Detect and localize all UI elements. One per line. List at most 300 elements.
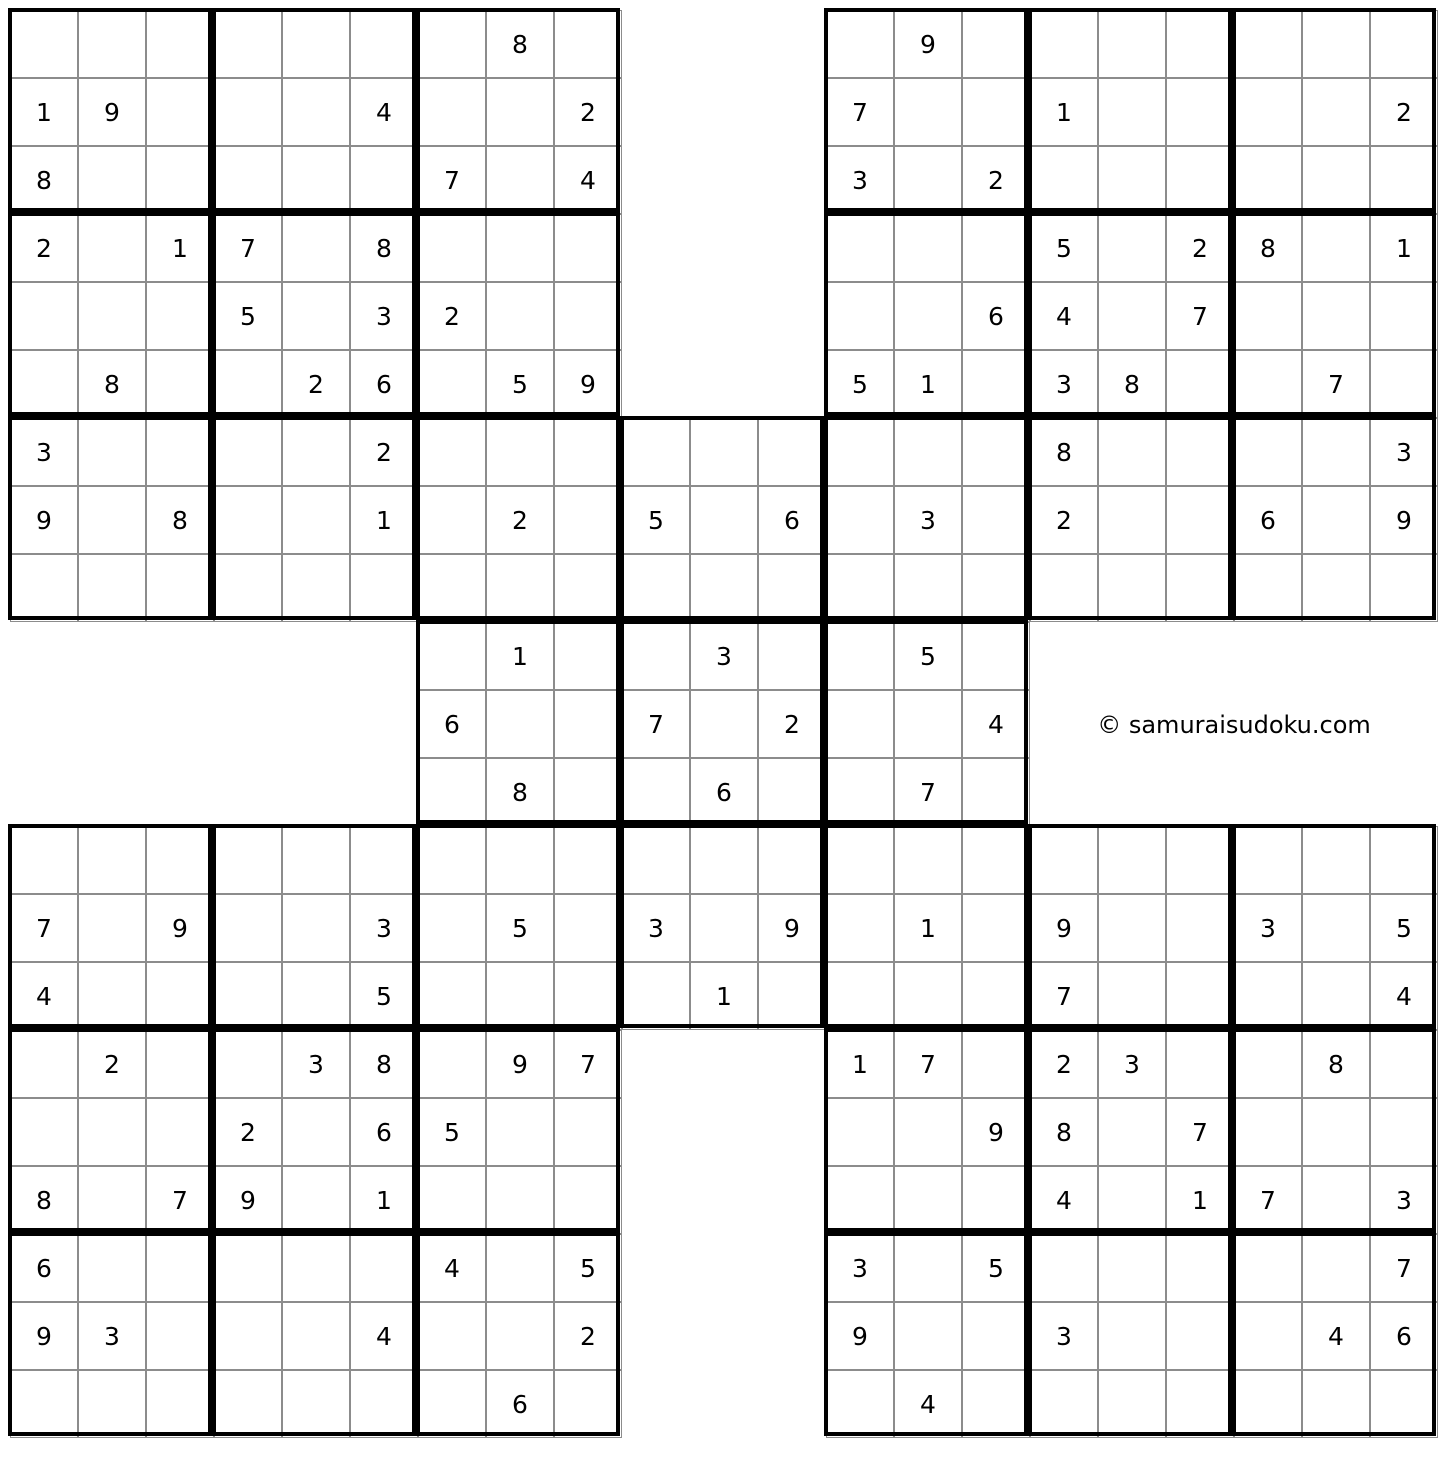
cell-bottom-left-r8c8[interactable] <box>486 1302 554 1370</box>
cell-top-left-r6c5[interactable]: 2 <box>282 350 350 418</box>
cell-top-right-r8c6[interactable] <box>1166 486 1234 554</box>
cell-top-left-r2c4[interactable] <box>214 78 282 146</box>
cell-top-left-r3c7[interactable]: 7 <box>418 146 486 214</box>
cell-top-right-r4c4[interactable]: 5 <box>1030 214 1098 282</box>
cell-bottom-right-r7c3[interactable]: 5 <box>962 1234 1030 1302</box>
cell-top-right-r7c8[interactable] <box>1302 418 1370 486</box>
cell-bottom-right-r6c4[interactable]: 4 <box>1030 1166 1098 1234</box>
cell-bottom-left-r5c4[interactable]: 2 <box>214 1098 282 1166</box>
cell-top-left-r9c6[interactable] <box>350 554 418 622</box>
cell-bottom-right-r7c8[interactable] <box>1302 1234 1370 1302</box>
cell-bottom-left-r6c9[interactable] <box>554 1166 622 1234</box>
cell-bottom-right-r2c6[interactable] <box>1166 894 1234 962</box>
cell-top-left-r5c7[interactable]: 2 <box>418 282 486 350</box>
cell-top-left-r6c4[interactable] <box>214 350 282 418</box>
cell-center-r4c5[interactable]: 3 <box>690 622 758 690</box>
cell-bottom-right-r1c8[interactable] <box>1302 826 1370 894</box>
cell-bottom-right-r5c2[interactable] <box>894 1098 962 1166</box>
cell-top-left-r7c2[interactable] <box>78 418 146 486</box>
cell-top-right-r5c4[interactable]: 4 <box>1030 282 1098 350</box>
cell-bottom-right-r1c3[interactable] <box>962 826 1030 894</box>
cell-bottom-right-r2c1[interactable] <box>826 894 894 962</box>
cell-top-right-r4c6[interactable]: 2 <box>1166 214 1234 282</box>
cell-top-right-r7c9[interactable]: 3 <box>1370 418 1438 486</box>
cell-center-r5c8[interactable] <box>894 690 962 758</box>
cell-center-r5c9[interactable]: 4 <box>962 690 1030 758</box>
cell-bottom-right-r4c3[interactable] <box>962 1030 1030 1098</box>
cell-center-r8c5[interactable] <box>690 894 758 962</box>
cell-top-left-r3c9[interactable]: 4 <box>554 146 622 214</box>
cell-top-right-r4c3[interactable] <box>962 214 1030 282</box>
cell-bottom-right-r2c8[interactable] <box>1302 894 1370 962</box>
cell-top-left-r7c9[interactable] <box>554 418 622 486</box>
cell-top-right-r4c2[interactable] <box>894 214 962 282</box>
cell-top-left-r4c2[interactable] <box>78 214 146 282</box>
cell-bottom-left-r2c6[interactable]: 3 <box>350 894 418 962</box>
cell-top-left-r6c8[interactable]: 5 <box>486 350 554 418</box>
cell-center-r9c4[interactable] <box>622 962 690 1030</box>
cell-top-right-r9c7[interactable] <box>1234 554 1302 622</box>
cell-top-left-r7c6[interactable]: 2 <box>350 418 418 486</box>
cell-top-left-r6c9[interactable]: 9 <box>554 350 622 418</box>
cell-top-right-r6c5[interactable]: 8 <box>1098 350 1166 418</box>
cell-top-right-r7c4[interactable]: 8 <box>1030 418 1098 486</box>
cell-bottom-left-r7c2[interactable] <box>78 1234 146 1302</box>
cell-top-right-r2c6[interactable] <box>1166 78 1234 146</box>
cell-bottom-right-r9c4[interactable] <box>1030 1370 1098 1438</box>
cell-top-left-r9c3[interactable] <box>146 554 214 622</box>
cell-bottom-right-r2c9[interactable]: 5 <box>1370 894 1438 962</box>
cell-bottom-left-r3c7[interactable] <box>418 962 486 1030</box>
cell-top-right-r3c6[interactable] <box>1166 146 1234 214</box>
cell-bottom-right-r9c5[interactable] <box>1098 1370 1166 1438</box>
cell-center-r6c8[interactable]: 7 <box>894 758 962 826</box>
cell-center-r4c3[interactable] <box>554 622 622 690</box>
cell-bottom-right-r4c2[interactable]: 7 <box>894 1030 962 1098</box>
cell-top-left-r1c7[interactable] <box>418 10 486 78</box>
cell-top-right-r9c1[interactable] <box>826 554 894 622</box>
cell-top-left-r3c1[interactable]: 8 <box>10 146 78 214</box>
cell-top-left-r8c4[interactable] <box>214 486 282 554</box>
cell-bottom-right-r4c6[interactable] <box>1166 1030 1234 1098</box>
cell-top-right-r5c9[interactable] <box>1370 282 1438 350</box>
cell-top-left-r7c5[interactable] <box>282 418 350 486</box>
cell-bottom-left-r5c8[interactable] <box>486 1098 554 1166</box>
cell-top-right-r9c3[interactable] <box>962 554 1030 622</box>
cell-bottom-left-r7c6[interactable] <box>350 1234 418 1302</box>
cell-bottom-left-r3c9[interactable] <box>554 962 622 1030</box>
cell-top-right-r1c1[interactable] <box>826 10 894 78</box>
cell-bottom-right-r4c4[interactable]: 2 <box>1030 1030 1098 1098</box>
cell-top-right-r3c4[interactable] <box>1030 146 1098 214</box>
cell-top-right-r3c9[interactable] <box>1370 146 1438 214</box>
cell-bottom-right-r7c7[interactable] <box>1234 1234 1302 1302</box>
cell-bottom-right-r8c8[interactable]: 4 <box>1302 1302 1370 1370</box>
cell-bottom-right-r1c7[interactable] <box>1234 826 1302 894</box>
cell-bottom-right-r6c7[interactable]: 7 <box>1234 1166 1302 1234</box>
cell-bottom-left-r5c2[interactable] <box>78 1098 146 1166</box>
cell-bottom-right-r7c6[interactable] <box>1166 1234 1234 1302</box>
cell-bottom-right-r9c8[interactable] <box>1302 1370 1370 1438</box>
cell-bottom-left-r5c7[interactable]: 5 <box>418 1098 486 1166</box>
cell-top-left-r2c6[interactable]: 4 <box>350 78 418 146</box>
cell-top-left-r3c2[interactable] <box>78 146 146 214</box>
cell-center-r3c5[interactable] <box>690 554 758 622</box>
cell-bottom-right-r9c7[interactable] <box>1234 1370 1302 1438</box>
cell-top-right-r5c8[interactable] <box>1302 282 1370 350</box>
cell-top-right-r5c5[interactable] <box>1098 282 1166 350</box>
cell-bottom-left-r2c3[interactable]: 9 <box>146 894 214 962</box>
cell-top-left-r1c3[interactable] <box>146 10 214 78</box>
cell-center-r8c4[interactable]: 3 <box>622 894 690 962</box>
cell-top-left-r1c4[interactable] <box>214 10 282 78</box>
cell-bottom-left-r8c6[interactable]: 4 <box>350 1302 418 1370</box>
cell-top-left-r5c8[interactable] <box>486 282 554 350</box>
cell-top-right-r1c5[interactable] <box>1098 10 1166 78</box>
cell-bottom-right-r8c5[interactable] <box>1098 1302 1166 1370</box>
cell-top-left-r2c3[interactable] <box>146 78 214 146</box>
cell-top-left-r7c1[interactable]: 3 <box>10 418 78 486</box>
cell-bottom-right-r5c3[interactable]: 9 <box>962 1098 1030 1166</box>
cell-bottom-left-r4c4[interactable] <box>214 1030 282 1098</box>
cell-bottom-left-r8c4[interactable] <box>214 1302 282 1370</box>
cell-top-right-r2c2[interactable] <box>894 78 962 146</box>
cell-bottom-right-r6c1[interactable] <box>826 1166 894 1234</box>
cell-bottom-left-r1c9[interactable] <box>554 826 622 894</box>
cell-bottom-right-r5c7[interactable] <box>1234 1098 1302 1166</box>
cell-top-right-r5c7[interactable] <box>1234 282 1302 350</box>
cell-top-left-r3c4[interactable] <box>214 146 282 214</box>
cell-bottom-left-r1c5[interactable] <box>282 826 350 894</box>
cell-center-r6c3[interactable] <box>554 758 622 826</box>
cell-bottom-left-r3c1[interactable]: 4 <box>10 962 78 1030</box>
cell-bottom-left-r1c6[interactable] <box>350 826 418 894</box>
cell-bottom-right-r7c1[interactable]: 3 <box>826 1234 894 1302</box>
cell-center-r9c5[interactable]: 1 <box>690 962 758 1030</box>
cell-center-r6c4[interactable] <box>622 758 690 826</box>
cell-top-right-r8c3[interactable] <box>962 486 1030 554</box>
cell-top-left-r8c6[interactable]: 1 <box>350 486 418 554</box>
cell-bottom-right-r4c5[interactable]: 3 <box>1098 1030 1166 1098</box>
cell-top-right-r9c2[interactable] <box>894 554 962 622</box>
cell-bottom-right-r5c6[interactable]: 7 <box>1166 1098 1234 1166</box>
cell-bottom-left-r7c5[interactable] <box>282 1234 350 1302</box>
cell-bottom-left-r9c5[interactable] <box>282 1370 350 1438</box>
cell-bottom-left-r2c1[interactable]: 7 <box>10 894 78 962</box>
cell-bottom-right-r1c2[interactable] <box>894 826 962 894</box>
cell-bottom-right-r9c1[interactable] <box>826 1370 894 1438</box>
cell-bottom-left-r2c9[interactable] <box>554 894 622 962</box>
cell-bottom-left-r5c5[interactable] <box>282 1098 350 1166</box>
cell-top-left-r5c9[interactable] <box>554 282 622 350</box>
cell-bottom-left-r3c5[interactable] <box>282 962 350 1030</box>
cell-bottom-left-r4c5[interactable]: 3 <box>282 1030 350 1098</box>
cell-center-r6c5[interactable]: 6 <box>690 758 758 826</box>
cell-top-right-r9c9[interactable] <box>1370 554 1438 622</box>
cell-top-left-r9c5[interactable] <box>282 554 350 622</box>
cell-top-left-r6c3[interactable] <box>146 350 214 418</box>
cell-top-right-r2c3[interactable] <box>962 78 1030 146</box>
cell-bottom-right-r3c7[interactable] <box>1234 962 1302 1030</box>
cell-top-right-r7c1[interactable] <box>826 418 894 486</box>
cell-top-right-r8c7[interactable]: 6 <box>1234 486 1302 554</box>
cell-center-r4c6[interactable] <box>758 622 826 690</box>
cell-bottom-left-r1c7[interactable] <box>418 826 486 894</box>
cell-bottom-right-r8c6[interactable] <box>1166 1302 1234 1370</box>
cell-bottom-left-r2c4[interactable] <box>214 894 282 962</box>
cell-bottom-left-r3c3[interactable] <box>146 962 214 1030</box>
cell-top-right-r8c2[interactable]: 3 <box>894 486 962 554</box>
cell-center-r5c1[interactable]: 6 <box>418 690 486 758</box>
cell-bottom-left-r7c4[interactable] <box>214 1234 282 1302</box>
cell-top-left-r6c1[interactable] <box>10 350 78 418</box>
cell-top-left-r2c8[interactable] <box>486 78 554 146</box>
cell-bottom-right-r8c9[interactable]: 6 <box>1370 1302 1438 1370</box>
cell-bottom-left-r3c2[interactable] <box>78 962 146 1030</box>
cell-top-right-r4c5[interactable] <box>1098 214 1166 282</box>
cell-top-right-r1c4[interactable] <box>1030 10 1098 78</box>
cell-bottom-left-r3c8[interactable] <box>486 962 554 1030</box>
cell-bottom-left-r1c1[interactable] <box>10 826 78 894</box>
cell-top-left-r5c6[interactable]: 3 <box>350 282 418 350</box>
cell-bottom-right-r7c9[interactable]: 7 <box>1370 1234 1438 1302</box>
cell-bottom-right-r7c4[interactable] <box>1030 1234 1098 1302</box>
cell-top-left-r8c2[interactable] <box>78 486 146 554</box>
cell-top-right-r7c3[interactable] <box>962 418 1030 486</box>
cell-bottom-left-r9c4[interactable] <box>214 1370 282 1438</box>
cell-top-right-r5c6[interactable]: 7 <box>1166 282 1234 350</box>
cell-bottom-left-r9c2[interactable] <box>78 1370 146 1438</box>
cell-center-r9c6[interactable] <box>758 962 826 1030</box>
cell-top-left-r4c5[interactable] <box>282 214 350 282</box>
cell-bottom-right-r9c2[interactable]: 4 <box>894 1370 962 1438</box>
cell-bottom-left-r8c9[interactable]: 2 <box>554 1302 622 1370</box>
cell-top-left-r6c2[interactable]: 8 <box>78 350 146 418</box>
cell-bottom-right-r2c3[interactable] <box>962 894 1030 962</box>
cell-top-left-r7c3[interactable] <box>146 418 214 486</box>
cell-bottom-left-r6c5[interactable] <box>282 1166 350 1234</box>
cell-center-r5c5[interactable] <box>690 690 758 758</box>
cell-center-r7c6[interactable] <box>758 826 826 894</box>
cell-bottom-right-r2c7[interactable]: 3 <box>1234 894 1302 962</box>
cell-top-left-r9c4[interactable] <box>214 554 282 622</box>
cell-center-r6c2[interactable]: 8 <box>486 758 554 826</box>
cell-bottom-right-r6c6[interactable]: 1 <box>1166 1166 1234 1234</box>
cell-top-left-r2c9[interactable]: 2 <box>554 78 622 146</box>
cell-top-right-r8c8[interactable] <box>1302 486 1370 554</box>
cell-top-left-r5c5[interactable] <box>282 282 350 350</box>
cell-center-r1c6[interactable] <box>758 418 826 486</box>
cell-top-right-r3c3[interactable]: 2 <box>962 146 1030 214</box>
cell-top-right-r4c1[interactable] <box>826 214 894 282</box>
cell-top-left-r3c6[interactable] <box>350 146 418 214</box>
cell-bottom-left-r3c6[interactable]: 5 <box>350 962 418 1030</box>
cell-center-r5c2[interactable] <box>486 690 554 758</box>
cell-center-r5c3[interactable] <box>554 690 622 758</box>
cell-bottom-left-r8c2[interactable]: 3 <box>78 1302 146 1370</box>
cell-bottom-left-r4c6[interactable]: 8 <box>350 1030 418 1098</box>
cell-top-left-r3c8[interactable] <box>486 146 554 214</box>
cell-top-left-r2c7[interactable] <box>418 78 486 146</box>
cell-bottom-right-r5c9[interactable] <box>1370 1098 1438 1166</box>
cell-center-r6c7[interactable] <box>826 758 894 826</box>
cell-top-right-r4c8[interactable] <box>1302 214 1370 282</box>
cell-bottom-right-r9c6[interactable] <box>1166 1370 1234 1438</box>
cell-center-r1c4[interactable] <box>622 418 690 486</box>
cell-top-left-r2c1[interactable]: 1 <box>10 78 78 146</box>
cell-top-left-r7c7[interactable] <box>418 418 486 486</box>
cell-top-left-r7c4[interactable] <box>214 418 282 486</box>
cell-top-right-r2c1[interactable]: 7 <box>826 78 894 146</box>
cell-bottom-left-r9c8[interactable]: 6 <box>486 1370 554 1438</box>
cell-bottom-left-r7c7[interactable]: 4 <box>418 1234 486 1302</box>
cell-center-r2c5[interactable] <box>690 486 758 554</box>
cell-top-left-r3c3[interactable] <box>146 146 214 214</box>
cell-bottom-right-r1c4[interactable] <box>1030 826 1098 894</box>
cell-top-left-r2c2[interactable]: 9 <box>78 78 146 146</box>
cell-top-left-r5c4[interactable]: 5 <box>214 282 282 350</box>
cell-bottom-left-r2c7[interactable] <box>418 894 486 962</box>
cell-top-right-r1c2[interactable]: 9 <box>894 10 962 78</box>
cell-top-right-r1c3[interactable] <box>962 10 1030 78</box>
cell-top-right-r5c2[interactable] <box>894 282 962 350</box>
cell-bottom-left-r5c9[interactable] <box>554 1098 622 1166</box>
cell-bottom-left-r1c2[interactable] <box>78 826 146 894</box>
cell-bottom-left-r7c9[interactable]: 5 <box>554 1234 622 1302</box>
cell-top-right-r6c6[interactable] <box>1166 350 1234 418</box>
cell-bottom-right-r2c2[interactable]: 1 <box>894 894 962 962</box>
cell-top-left-r2c5[interactable] <box>282 78 350 146</box>
cell-center-r7c5[interactable] <box>690 826 758 894</box>
cell-top-right-r3c7[interactable] <box>1234 146 1302 214</box>
cell-center-r6c1[interactable] <box>418 758 486 826</box>
cell-bottom-left-r8c7[interactable] <box>418 1302 486 1370</box>
cell-bottom-right-r6c8[interactable] <box>1302 1166 1370 1234</box>
cell-top-right-r5c1[interactable] <box>826 282 894 350</box>
cell-top-right-r7c2[interactable] <box>894 418 962 486</box>
cell-center-r3c6[interactable] <box>758 554 826 622</box>
cell-bottom-right-r6c3[interactable] <box>962 1166 1030 1234</box>
cell-top-right-r9c6[interactable] <box>1166 554 1234 622</box>
cell-bottom-left-r4c9[interactable]: 7 <box>554 1030 622 1098</box>
cell-top-right-r4c7[interactable]: 8 <box>1234 214 1302 282</box>
cell-top-left-r8c3[interactable]: 8 <box>146 486 214 554</box>
cell-top-right-r9c8[interactable] <box>1302 554 1370 622</box>
cell-bottom-left-r9c1[interactable] <box>10 1370 78 1438</box>
cell-bottom-left-r4c2[interactable]: 2 <box>78 1030 146 1098</box>
cell-top-left-r4c4[interactable]: 7 <box>214 214 282 282</box>
cell-top-right-r2c9[interactable]: 2 <box>1370 78 1438 146</box>
cell-bottom-left-r8c1[interactable]: 9 <box>10 1302 78 1370</box>
cell-top-right-r9c5[interactable] <box>1098 554 1166 622</box>
cell-bottom-left-r5c1[interactable] <box>10 1098 78 1166</box>
cell-bottom-left-r9c3[interactable] <box>146 1370 214 1438</box>
cell-top-left-r1c9[interactable] <box>554 10 622 78</box>
cell-bottom-right-r5c1[interactable] <box>826 1098 894 1166</box>
cell-top-right-r2c5[interactable] <box>1098 78 1166 146</box>
cell-top-right-r4c9[interactable]: 1 <box>1370 214 1438 282</box>
cell-center-r4c8[interactable]: 5 <box>894 622 962 690</box>
cell-top-right-r2c4[interactable]: 1 <box>1030 78 1098 146</box>
cell-top-left-r4c1[interactable]: 2 <box>10 214 78 282</box>
cell-top-right-r6c8[interactable]: 7 <box>1302 350 1370 418</box>
cell-top-left-r9c7[interactable] <box>418 554 486 622</box>
cell-bottom-right-r1c1[interactable] <box>826 826 894 894</box>
cell-center-r5c6[interactable]: 2 <box>758 690 826 758</box>
cell-bottom-right-r3c6[interactable] <box>1166 962 1234 1030</box>
cell-center-r5c4[interactable]: 7 <box>622 690 690 758</box>
cell-bottom-right-r5c5[interactable] <box>1098 1098 1166 1166</box>
cell-bottom-right-r2c4[interactable]: 9 <box>1030 894 1098 962</box>
cell-top-left-r5c2[interactable] <box>78 282 146 350</box>
cell-center-r1c5[interactable] <box>690 418 758 486</box>
cell-bottom-right-r8c4[interactable]: 3 <box>1030 1302 1098 1370</box>
cell-top-right-r8c4[interactable]: 2 <box>1030 486 1098 554</box>
cell-center-r2c6[interactable]: 6 <box>758 486 826 554</box>
cell-top-left-r9c9[interactable] <box>554 554 622 622</box>
cell-top-left-r1c2[interactable] <box>78 10 146 78</box>
cell-bottom-right-r3c8[interactable] <box>1302 962 1370 1030</box>
cell-bottom-left-r9c9[interactable] <box>554 1370 622 1438</box>
cell-top-left-r9c2[interactable] <box>78 554 146 622</box>
cell-bottom-left-r6c3[interactable]: 7 <box>146 1166 214 1234</box>
cell-top-left-r5c3[interactable] <box>146 282 214 350</box>
cell-bottom-left-r1c3[interactable] <box>146 826 214 894</box>
cell-top-right-r2c7[interactable] <box>1234 78 1302 146</box>
cell-bottom-right-r4c1[interactable]: 1 <box>826 1030 894 1098</box>
cell-center-r7c4[interactable] <box>622 826 690 894</box>
cell-bottom-right-r3c3[interactable] <box>962 962 1030 1030</box>
cell-bottom-left-r4c1[interactable] <box>10 1030 78 1098</box>
cell-top-right-r3c8[interactable] <box>1302 146 1370 214</box>
cell-bottom-left-r2c8[interactable]: 5 <box>486 894 554 962</box>
cell-top-right-r3c5[interactable] <box>1098 146 1166 214</box>
cell-top-left-r1c6[interactable] <box>350 10 418 78</box>
cell-bottom-right-r6c2[interactable] <box>894 1166 962 1234</box>
cell-bottom-left-r9c6[interactable] <box>350 1370 418 1438</box>
cell-top-left-r9c8[interactable] <box>486 554 554 622</box>
cell-top-right-r6c2[interactable]: 1 <box>894 350 962 418</box>
cell-top-right-r6c9[interactable] <box>1370 350 1438 418</box>
cell-bottom-left-r1c4[interactable] <box>214 826 282 894</box>
cell-top-left-r8c8[interactable]: 2 <box>486 486 554 554</box>
cell-bottom-left-r6c7[interactable] <box>418 1166 486 1234</box>
cell-bottom-left-r7c8[interactable] <box>486 1234 554 1302</box>
cell-bottom-right-r5c8[interactable] <box>1302 1098 1370 1166</box>
cell-bottom-left-r6c6[interactable]: 1 <box>350 1166 418 1234</box>
cell-top-right-r8c1[interactable] <box>826 486 894 554</box>
cell-bottom-left-r2c2[interactable] <box>78 894 146 962</box>
cell-bottom-right-r3c4[interactable]: 7 <box>1030 962 1098 1030</box>
cell-bottom-right-r3c1[interactable] <box>826 962 894 1030</box>
cell-center-r4c2[interactable]: 1 <box>486 622 554 690</box>
cell-top-left-r6c7[interactable] <box>418 350 486 418</box>
cell-center-r4c9[interactable] <box>962 622 1030 690</box>
cell-center-r4c1[interactable] <box>418 622 486 690</box>
cell-top-left-r4c7[interactable] <box>418 214 486 282</box>
cell-center-r6c6[interactable] <box>758 758 826 826</box>
cell-bottom-left-r8c5[interactable] <box>282 1302 350 1370</box>
cell-top-right-r7c6[interactable] <box>1166 418 1234 486</box>
cell-top-left-r4c9[interactable] <box>554 214 622 282</box>
cell-bottom-right-r1c9[interactable] <box>1370 826 1438 894</box>
cell-top-left-r4c3[interactable]: 1 <box>146 214 214 282</box>
cell-bottom-right-r2c5[interactable] <box>1098 894 1166 962</box>
cell-top-right-r2c8[interactable] <box>1302 78 1370 146</box>
cell-top-left-r3c5[interactable] <box>282 146 350 214</box>
cell-bottom-right-r1c5[interactable] <box>1098 826 1166 894</box>
cell-bottom-left-r5c3[interactable] <box>146 1098 214 1166</box>
